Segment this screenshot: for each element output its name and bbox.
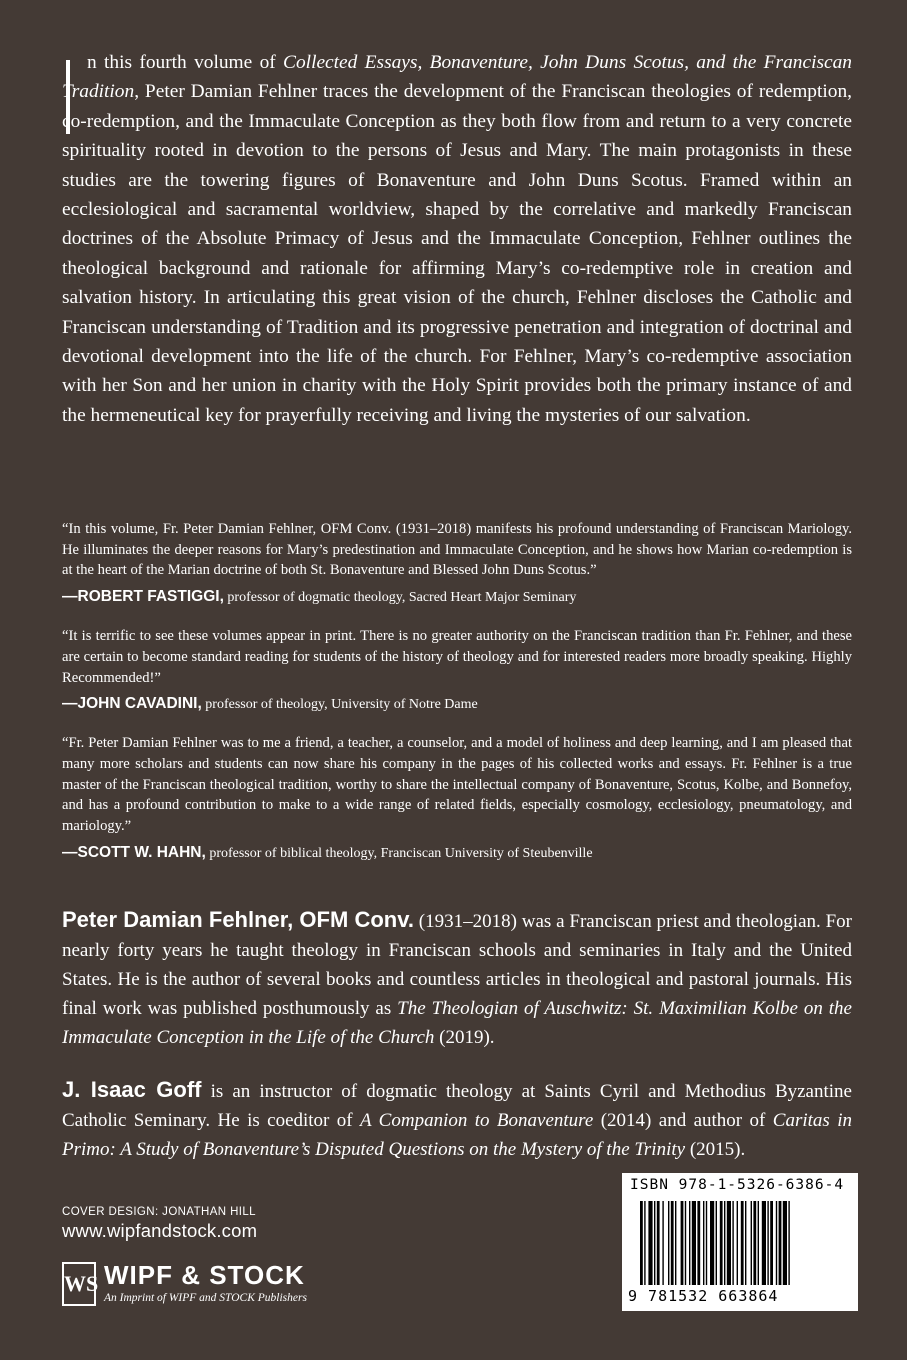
isbn-barcode-box [622,1173,858,1311]
isbn-digits: 9 781532 663864 [628,1287,779,1305]
endorsement-attribution [62,587,852,608]
book-title: The Theologian of Auschwitz: St. Maximilian Kolbe on the Immaculate Conception in the Life of the Church [62,998,852,1048]
series-title: Collected Essays, Bonaventure, John Duns Scotus, and the Franciscan Tradition [62,52,852,103]
author-bio [62,905,852,1052]
publisher-logo [62,1262,372,1310]
bio-text: (2019). [434,1027,495,1048]
endorser-role: professor of theology, University of Notre Dame [201,697,478,713]
bio-text: is an instructor of dogmatic theology at Saints Cyril and Methodius Byzantine Catholic Seminary. He is coeditor of [62,1081,852,1131]
endorsements [62,519,852,882]
credits [62,1206,257,1242]
author-name: Peter Damian Fehlner, OFM Conv. [62,907,414,932]
isbn-label: ISBN 978-1-5326-6386-4 [630,1177,845,1193]
endorser-role: professor of dogmatic theology, Sacred Heart Major Seminary [223,590,577,606]
endorsement-quote: “It is terrific to see these volumes appear in print. There is no greater authority on the Franciscan tradition than Fr. Fehlner, and these are certain to become standard reading for students of the history of theology and for interested readers more broadly speaking. Highly Recommended!” [62,628,852,686]
endorser-name: —SCOTT W. HAHN, [62,843,206,861]
ws-logo-icon: WS [62,1262,96,1306]
endorsement [62,733,852,864]
barcode-icon [640,1201,840,1287]
endorser-role: professor of biblical theology, Franciscan University of Steubenville [205,845,593,861]
editor-bio [62,1075,852,1164]
book-title: Caritas in Primo: A Study of Bonaventure’s Disputed Questions on the Mystery of the Trinity [62,1110,852,1160]
endorsement-quote: “In this volume, Fr. Peter Damian Fehlner, OFM Conv. (1931–2018) manifests his profound understanding of Franciscan Mariology. He illuminates the deeper reasons for Mary’s predestination and Immaculate Conception, and he shows how Marian co-redemption is at the heart of the Marian doctrine of both St. Bonaventure and Blessed John Duns Scotus.” [62,521,852,579]
endorser-name: —ROBERT FASTIGGI, [62,588,224,606]
publisher-name: WIPF & STOCK [104,1260,305,1290]
blurb-part2: , Peter Damian Fehlner traces the development of the Franciscan theologies of redemption, co-redemption, and the Immaculate Conception as they both flow from and return to a very concrete spirituality rooted in devotion to the persons of Jesus and Mary. The main protagonists in these studies are the towering figures of Bonaventure and John Duns Scotus. Framed within an ecclesiological and sacramental worldview, shaped by the correlative and markedly Franciscan doctrines of the Absolute Primacy of Jesus and the Immaculate Conception, Fehlner outlines the theological background and rationale for affirming Mary’s co-redemptive role in creation and salvation history. In articulating this great vision of the church, Fehlner discloses the Catholic and Franciscan understanding of Tradition and its progressive penetration and integration of doctrinal and devotional development into the life of the church. For Fehlner, Mary’s co-redemptive association with her Son and her union in charity with the Holy Spirit provides both the primary instance of and the hermeneutical key for prayerfully receiving and living the mysteries of our salvation. [62,81,852,426]
publisher-tagline: An Imprint of WIPF and STOCK Publishers [104,1292,307,1304]
bio-text: (2015). [685,1139,746,1160]
publisher-url: www.wipfandstock.com [62,1220,258,1241]
description-blurb [62,48,852,430]
blurb-part1: n this fourth volume of [87,52,284,73]
endorser-name: —JOHN CAVADINI, [62,695,202,713]
endorsement-attribution [62,843,852,864]
book-title: A Companion to Bonaventure [360,1110,594,1131]
cover-design-credit: COVER DESIGN: JONATHAN HILL [62,1206,256,1218]
editor-name: J. Isaac Goff [62,1077,202,1102]
endorsement [62,519,852,608]
endorsement-quote: “Fr. Peter Damian Fehlner was to me a friend, a teacher, a counselor, and a model of holiness and deep learning, and I am pleased that many more scholars and students can now share his company in the pages of his collected works and essays. Fr. Fehlner is a true master of the Franciscan theological tradition, worthy to share the intellectual company of Bonaventure, Scotus, Kolbe, and Bonnefoy, and has a profound contribution to make to a wide range of related fields, especially cosmology, ecclesiology, pneumatology, and mariology.” [62,735,852,835]
endorsement [62,626,852,715]
endorsement-attribution [62,694,852,715]
bio-text: (2014) and author of [593,1110,773,1131]
bio-text: (1931–2018) was a Franciscan priest and theologian. For nearly forty years he taught theology in Franciscan schools and seminaries in Italy and the United States. He is the author of several books and countless articles in theological and pastoral journals. His final work was published posthumously as [62,911,852,1019]
